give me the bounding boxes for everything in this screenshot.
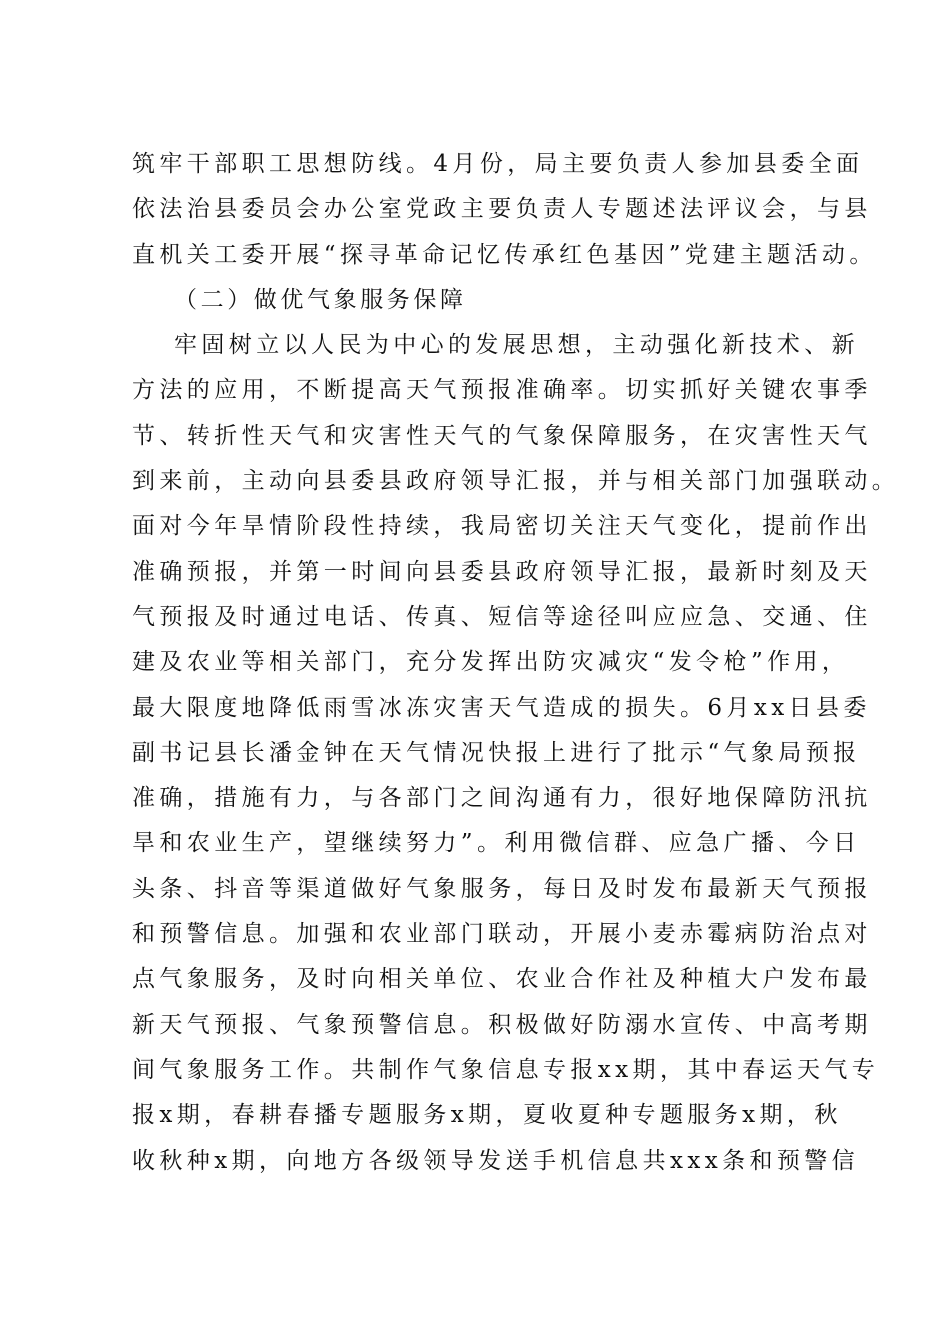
paragraph-line: 依法治县委员会办公室党政主要负责人专题述法评议会，与县 <box>132 196 872 223</box>
paragraph-line: 收秋种x期，向地方各级领导发送手机信息共xxx条和预警信 <box>132 1147 860 1174</box>
paragraph-line: 头条、抖音等渠道做好气象服务，每日及时发布最新天气预报 <box>132 875 872 902</box>
paragraph-line: 直机关工委开展“探寻革命记忆传承红色基因”党建主题活动。 <box>132 241 877 268</box>
paragraph-line: 筑牢干部职工思想防线。4月份，局主要负责人参加县委全面 <box>132 151 864 177</box>
section-heading: （二）做优气象服务保障 <box>174 286 467 313</box>
paragraph-line: 和预警信息。加强和农业部门联动，开展小麦赤霉病防治点对 <box>132 921 872 948</box>
paragraph-line: 准确，措施有力，与各部门之间沟通有力，很好地保障防汛抗 <box>132 785 872 812</box>
paragraph-line: 气预报及时通过电话、传真、短信等途径叫应应急、交通、住 <box>132 603 872 630</box>
paragraph-line: 到来前，主动向县委县政府领导汇报，并与相关部门加强联动。 <box>132 468 900 495</box>
paragraph-line: 建及农业等相关部门，充分发挥出防灾减灾“发令枪”作用， <box>132 649 850 676</box>
paragraph-line: 节、转折性天气和灾害性天气的气象保障服务，在灾害性天气 <box>132 422 872 449</box>
paragraph-line: 方法的应用，不断提高天气预报准确率。切实抓好关键农事季 <box>132 377 872 404</box>
paragraph-line: 间气象服务工作。共制作气象信息专报xx期，其中春运天气专 <box>132 1056 880 1083</box>
paragraph-line: 点气象服务，及时向相关单位、农业合作社及种植大户发布最 <box>132 966 872 993</box>
paragraph-first-line: 牢固树立以人民为中心的发展思想，主动强化新技术、新 <box>174 332 859 359</box>
paragraph-line: 面对今年旱情阶段性持续，我局密切关注天气变化，提前作出 <box>132 513 872 540</box>
paragraph-line: 最大限度地降低雨雪冰冻灾害天气造成的损失。6月xx日县委 <box>132 694 871 721</box>
paragraph-line: 旱和农业生产，望继续努力”。利用微信群、应急广播、今日 <box>132 830 861 857</box>
paragraph-line: 副书记县长潘金钟在天气情况快报上进行了批示“气象局预报 <box>132 739 861 766</box>
paragraph-line: 报x期，春耕春播专题服务x期，夏收夏种专题服务x期，秋 <box>132 1102 842 1129</box>
paragraph-line: 准确预报，并第一时间向县委县政府领导汇报，最新时刻及天 <box>132 558 872 585</box>
body-text <box>132 142 900 1184</box>
paragraph-line: 新天气预报、气象预警信息。积极做好防溺水宣传、中高考期 <box>132 1011 872 1038</box>
